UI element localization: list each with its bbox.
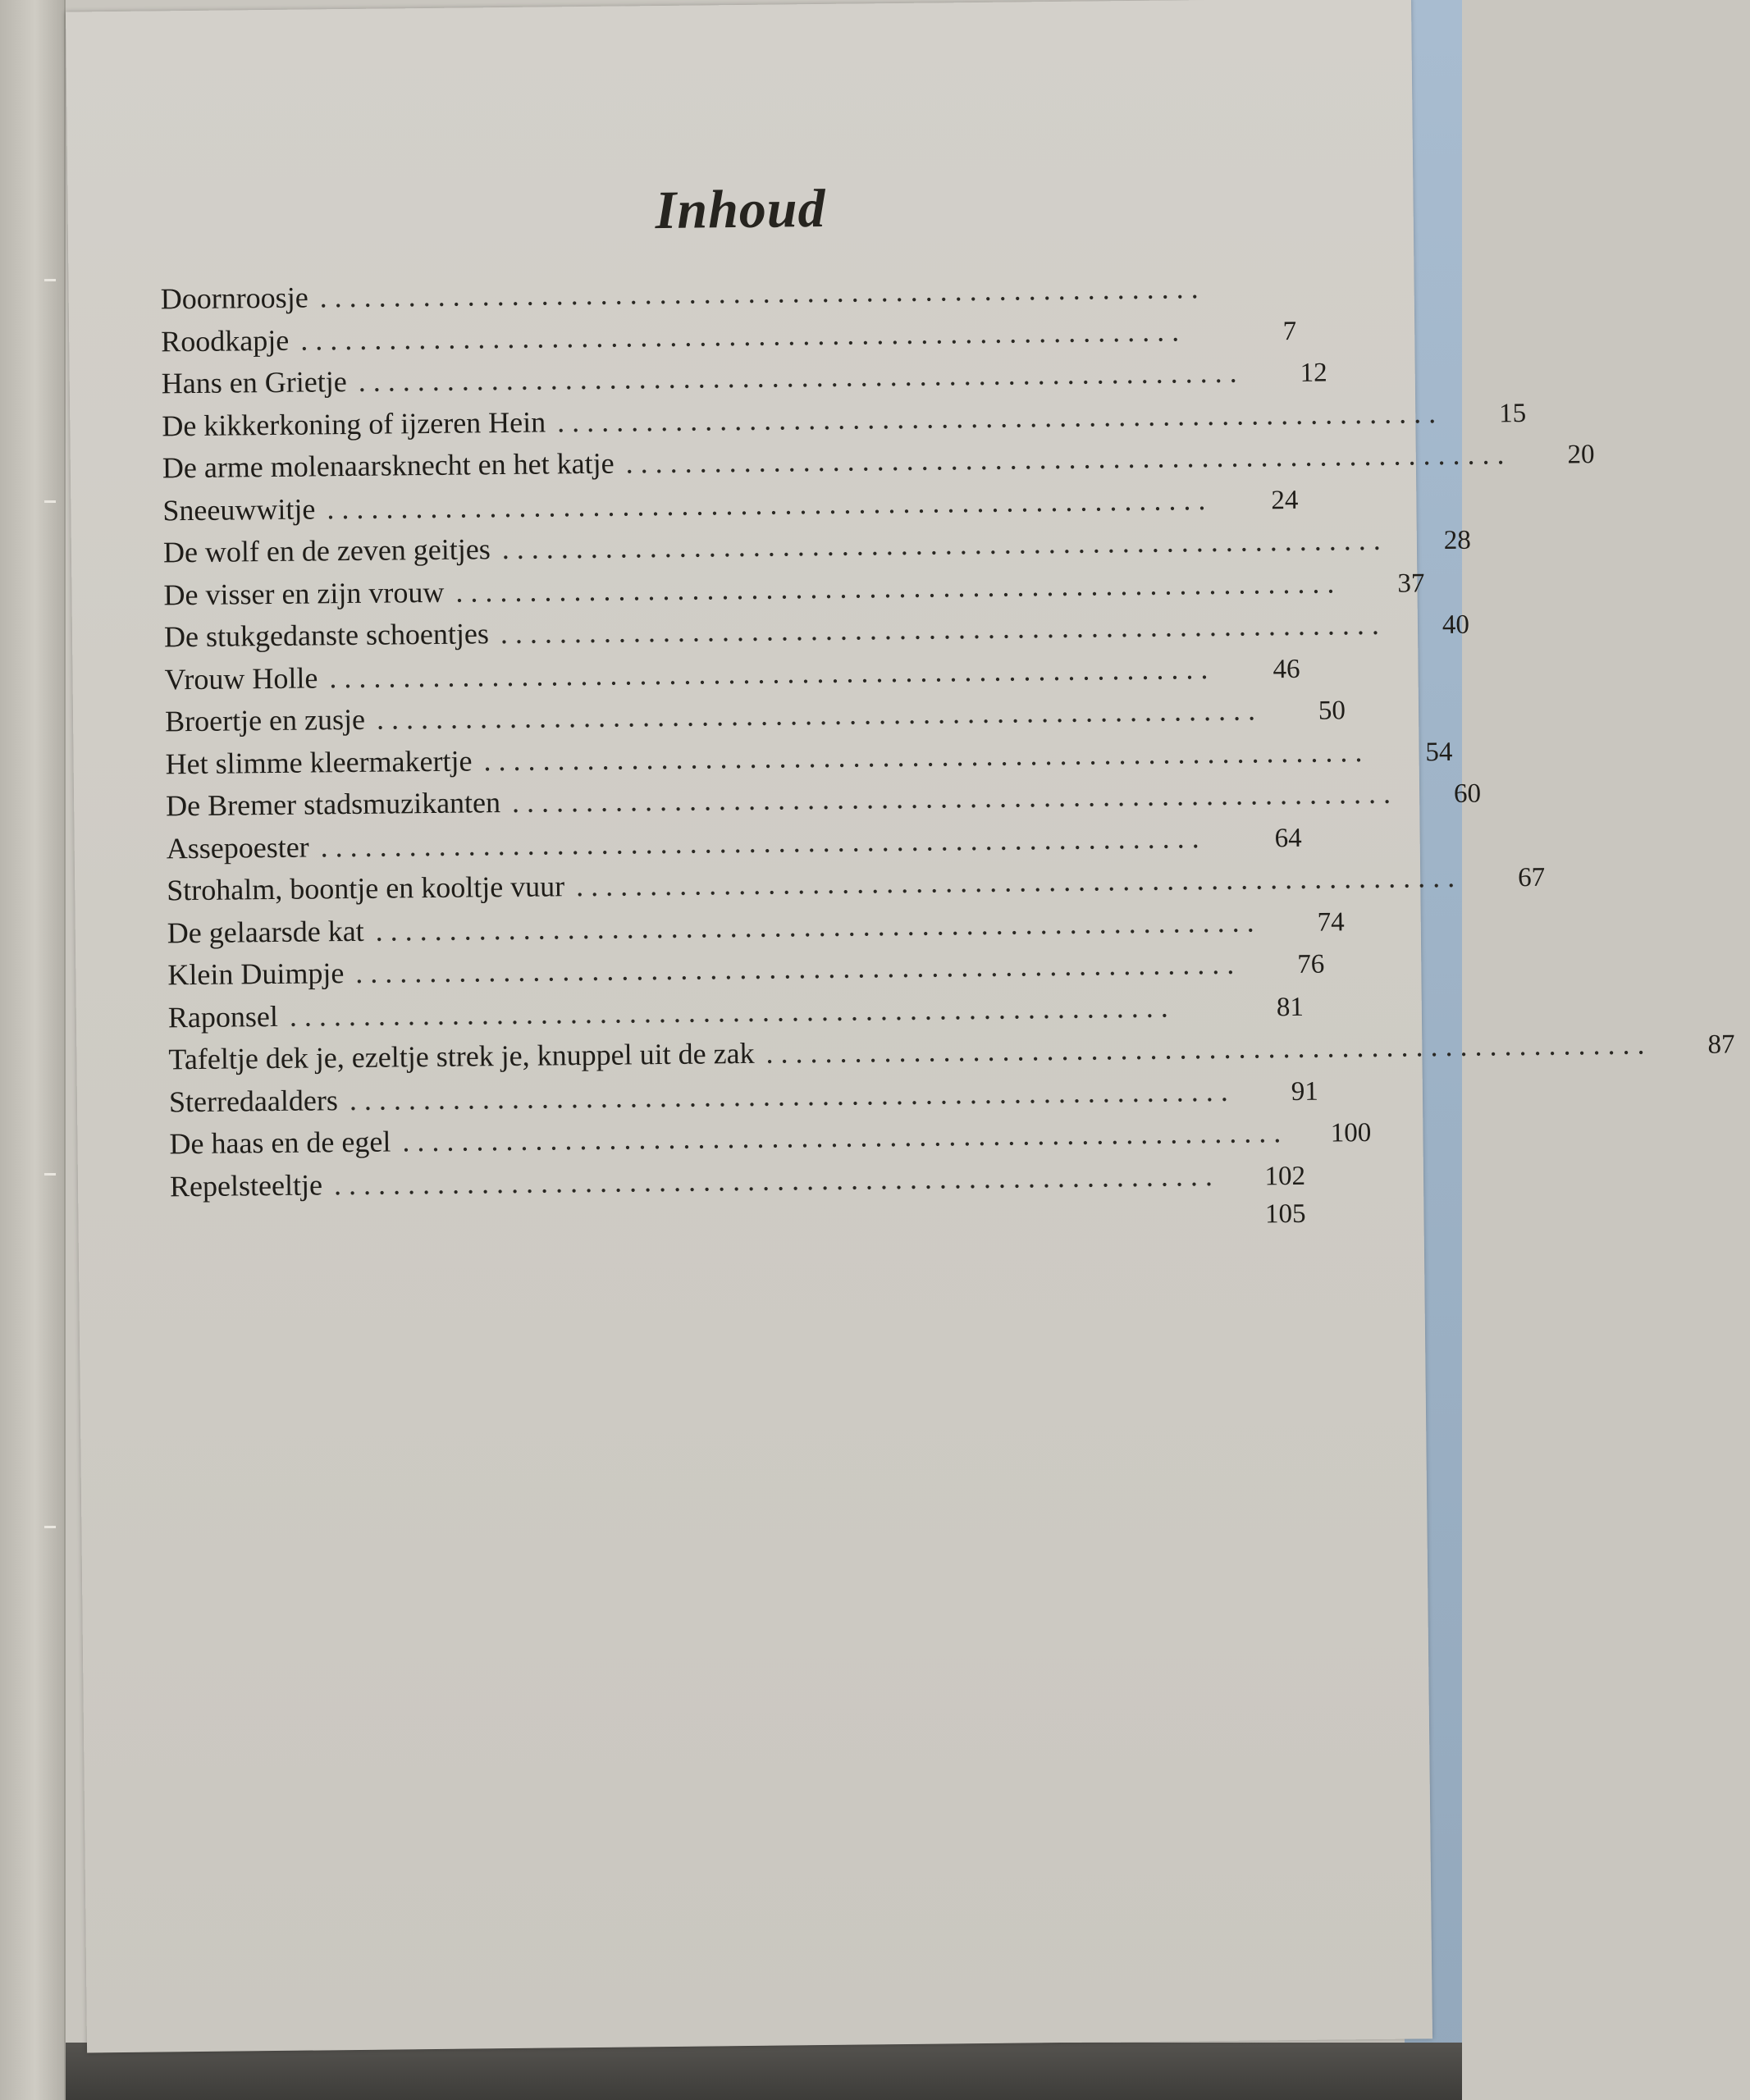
toc-page-number: 54 [1425,737,1453,767]
toc-page-number: 20 [1567,440,1595,470]
toc-page-number: 74 [1317,906,1345,938]
facing-page-edge [0,0,66,2100]
toc-entry-title: De wolf en de zeven geitjes [162,532,491,569]
toc-page-number: 100 [1330,1117,1372,1148]
toc-page-number [1206,297,1301,298]
dot-leader: . . . . . . . . . . . . . . . . . . . . . . . . . . . . . . . . . . . . . . . . . . . . . . . . . . . . . . . . . . . . [376,693,1256,736]
toc-entry-title: Doornroosje [160,281,308,316]
toc-entry-title: Sterredaalders [168,1083,339,1118]
toc-page-number: 12 [1300,358,1327,388]
toc-entry-title: De visser en zijn vrouw [163,575,445,611]
book-page [66,0,1735,2052]
dot-leader: . . . . . . . . . . . . . . . . . . . . . . . . . . . . . . . . . . . . . . . . . . . . . . . . . . . . . . . . . . . . [483,734,1363,777]
toc-entry-title: Broertje en zusje [164,702,366,738]
page-title: Inhoud [655,178,826,241]
toc-page-number: 105 [1264,1198,1306,1230]
dot-leader: . . . . . . . . . . . . . . . . . . . . . . . . . . . . . . . . . . . . . . . . . . . . . . . . . . . . . . . . . . . . [375,904,1254,947]
toc-page-number: 28 [1443,525,1471,556]
toc-page-number: 67 [1517,862,1546,893]
toc-entry-title: De Bremer stadsmuzikanten [165,786,501,823]
toc-entry-title: Hans en Grietje [161,365,347,400]
dot-leader: . . . . . . . . . . . . . . . . . . . . . . . . . . . . . . . . . . . . . . . . . . . . . . . . . . . . . . . . . . . . [319,272,1199,314]
toc-page-number: 7 [1282,316,1297,346]
toc-page-number: 24 [1271,485,1299,515]
spacer [171,1223,1216,1234]
toc-page-number: 40 [1442,609,1470,641]
toc-page-number: 64 [1274,823,1302,853]
dot-leader: . . . . . . . . . . . . . . . . . . . . . . . . . . . . . . . . . . . . . . . . . . . . . . . . . . . . . . . . . . . . [402,1116,1282,1158]
toc-page-number: 37 [1397,568,1425,599]
binding-stitch [44,500,56,503]
toc-entry-title: Sneeuwwitje [162,491,316,527]
dot-leader: . . . . . . . . . . . . . . . . . . . . . . . . . . . . . . . . . . . . . . . . . . . . . . . . . . . . . . . . . . . . [501,523,1381,566]
binding-stitch [44,1173,56,1176]
toc-page-number: 81 [1276,992,1305,1022]
table-of-contents [160,270,1735,1253]
toc-entry-title: Roodkapje [161,323,290,358]
toc-entry-title: Raponsel [167,999,279,1034]
dot-leader: . . . . . . . . . . . . . . . . . . . . . . . . . . . . . . . . . . . . . . . . . . . . . . . . . . . . . . . . . . . . [327,482,1206,525]
dot-leader: . . . . . . . . . . . . . . . . . . . . . . . . . . . . . . . . . . . . . . . . . . . . . . . . . . . . . . . . . . . . [765,1027,1645,1070]
toc-page-number: 50 [1318,696,1346,726]
toc-entry-title: De haas en de egel [169,1125,391,1161]
toc-page-number: 15 [1498,398,1527,428]
dot-leader: . . . . . . . . . . . . . . . . . . . . . . . . . . . . . . . . . . . . . . . . . . . . . . . . . . . . . . . . . . . . [300,313,1180,357]
toc-page-number: 87 [1707,1029,1735,1060]
dot-leader: . . . . . . . . . . . . . . . . . . . . . . . . . . . . . . . . . . . . . . . . . . . . . . . . . . . . . . . . . . . . [355,947,1235,989]
dot-leader: . . . . . . . . . . . . . . . . . . . . . . . . . . . . . . . . . . . . . . . . . . . . . . . . . . . . . . . . . . . . [349,1074,1229,1116]
dot-leader: . . . . . . . . . . . . . . . . . . . . . . . . . . . . . . . . . . . . . . . . . . . . . . . . . . . . . . . . . . . . [511,776,1391,819]
dot-leader: . . . . . . . . . . . . . . . . . . . . . . . . . . . . . . . . . . . . . . . . . . . . . . . . . . . . . . . . . . . . [575,860,1455,903]
dot-leader: . . . . . . . . . . . . . . . . . . . . . . . . . . . . . . . . . . . . . . . . . . . . . . . . . . . . . . . . . . . . [625,437,1505,480]
binding-stitch [44,279,56,281]
toc-page-number: 91 [1291,1076,1318,1107]
toc-entry-title: De kikkerkoning of ijzeren Hein [162,404,546,442]
dot-leader: . . . . . . . . . . . . . . . . . . . . . . . . . . . . . . . . . . . . . . . . . . . . . . . . . . . . . . . . . . . . [333,1158,1213,1201]
dot-leader: . . . . . . . . . . . . . . . . . . . . . . . . . . . . . . . . . . . . . . . . . . . . . . . . . . . . . . . . . . . . [455,565,1335,609]
toc-entry-title: De stukgedanste schoentjes [163,617,490,654]
binding-stitch [44,1526,56,1528]
dot-leader: . . . . . . . . . . . . . . . . . . . . . . . . . . . . . . . . . . . . . . . . . . . . . . . . . . . . . . . . . . . . [556,395,1437,438]
toc-entry-title: Repelsteeltje [169,1167,323,1203]
toc-entry-title: Vrouw Holle [164,660,318,696]
dot-leader: . . . . . . . . . . . . . . . . . . . . . . . . . . . . . . . . . . . . . . . . . . . . . . . . . . . . . . . . . . . . [320,820,1199,863]
toc-entry-title: Strohalm, boontje en kooltje vuur [167,870,565,907]
toc-page-number: 60 [1453,778,1482,809]
dot-leader: . . . . . . . . . . . . . . . . . . . . . . . . . . . . . . . . . . . . . . . . . . . . . . . . . . . . . . . . . . . . [329,651,1209,694]
dot-leader: . . . . . . . . . . . . . . . . . . . . . . . . . . . . . . . . . . . . . . . . . . . . . . . . . . . . . . . . . . . . [289,990,1169,1033]
toc-entry-title: Tafeltje dek je, ezeltje strek je, knuppel uit de zak [168,1036,755,1076]
toc-entry-title: Klein Duimpje [167,956,345,992]
toc-entry-title: De gelaarsde kat [167,914,364,949]
toc-entry-title: Het slimme kleermakertje [165,743,473,780]
toc-entry-title: De arme molenaarsknecht en het katje [162,446,615,485]
dot-leader: . . . . . . . . . . . . . . . . . . . . . . . . . . . . . . . . . . . . . . . . . . . . . . . . . . . . . . . . . . . . [358,355,1237,398]
toc-page-number: 76 [1297,949,1325,979]
toc-entry-title: Assepoester [166,830,309,865]
toc-page-number: 46 [1273,654,1300,684]
toc-page-number: 102 [1264,1161,1306,1191]
dot-leader: . . . . . . . . . . . . . . . . . . . . . . . . . . . . . . . . . . . . . . . . . . . . . . . . . . . . . . . . . . . . [500,607,1380,651]
